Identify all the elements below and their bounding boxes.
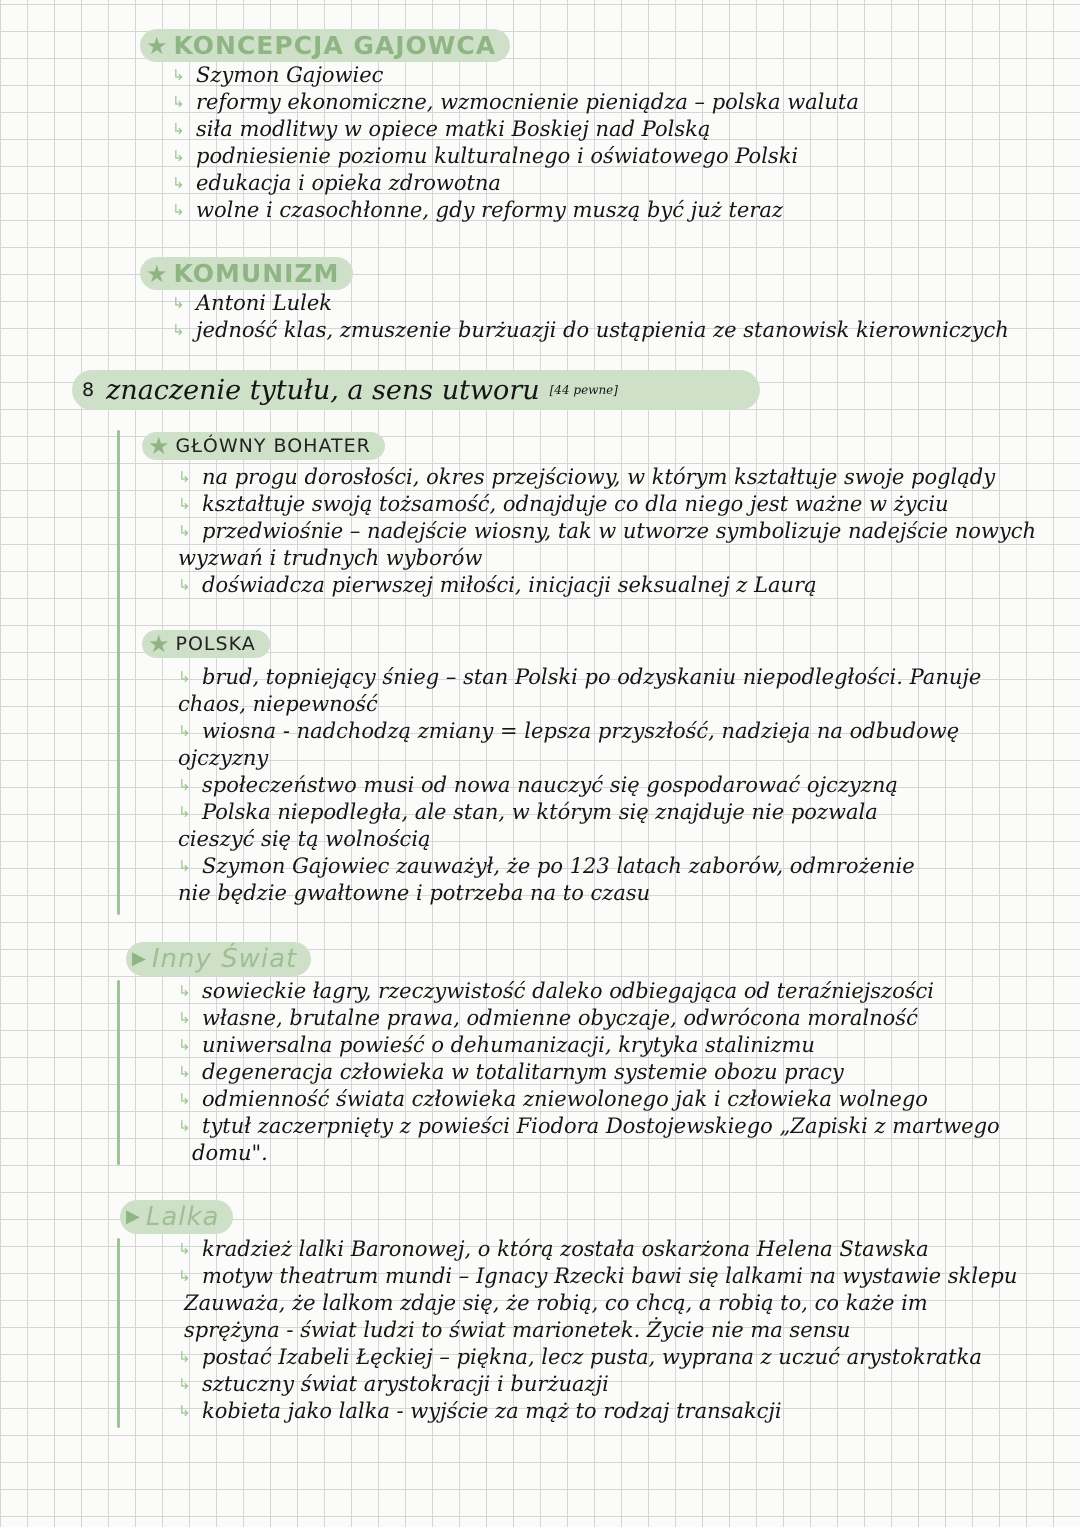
list-bohater: [178, 464, 1036, 599]
list-item-continuation: wyzwań i trudnych wyborów: [178, 546, 483, 570]
arrow-icon: ↳: [178, 1117, 191, 1135]
list-item-continuation: cieszyć się tą wolnością: [178, 827, 431, 851]
arrow-icon: ↳: [172, 294, 185, 312]
arrow-icon: ↳: [178, 857, 191, 875]
list-item: ↳ siła modlitwy w opiece matki Boskiej nad Polską: [172, 117, 711, 141]
section-divider-line: [117, 980, 120, 1165]
star-icon: ★: [146, 31, 168, 60]
list-item: ↳ jedność klas, zmuszenie burżuazji do ustąpienia ze stanowisk kierowniczych: [172, 318, 1009, 342]
heading-inny-swiat: [126, 942, 311, 976]
list-item: ↳ edukacja i opieka zdrowotna: [172, 171, 501, 195]
arrow-icon: ↳: [172, 147, 185, 165]
arrow-icon: ↳: [178, 1090, 191, 1108]
list-item: ↳ Polska niepodległa, ale stan, w którym się znajduje nie pozwala: [178, 800, 878, 824]
list-item: ↳ na progu dorosłości, okres przejściowy, w którym kształtuje swoje poglądy: [178, 465, 996, 489]
list-item: ↳ wolne i czasochłonne, gdy reformy muszą być już teraz: [172, 198, 783, 222]
heading-komunizm: [140, 257, 353, 290]
heading-title: Inny Świat: [151, 944, 298, 974]
arrow-icon: ↳: [178, 1063, 191, 1081]
star-icon: ★: [148, 630, 170, 658]
list-lalka: [178, 1236, 1017, 1425]
list-item: ↳ reformy ekonomiczne, wzmocnienie pieniądza – polska waluta: [172, 90, 859, 114]
arrow-icon: ↳: [178, 1009, 191, 1027]
list-polska: [178, 664, 981, 907]
arrow-icon: ↳: [172, 321, 185, 339]
play-triangle-icon: ▶: [126, 1206, 140, 1227]
arrow-icon: ↳: [178, 668, 191, 686]
list-item: ↳ brud, topniejący śnieg – stan Polski po odzyskaniu niepodległości. Panuje: [178, 665, 982, 689]
heading-title: KONCEPCJA GAJOWCA: [173, 31, 497, 60]
list-item: ↳ postać Izabeli Łęckiej – piękna, lecz pusta, wyprana z uczuć arystokratka: [178, 1345, 982, 1369]
list-item-continuation: ojczyzny: [178, 746, 269, 770]
heading-polska: [142, 630, 270, 658]
heading-koncepcja-gajowca: [140, 29, 510, 62]
list-komunizm: [172, 290, 1009, 344]
list-item: ↳ tytuł zaczerpnięty z powieści Fiodora Dostojewskiego „Zapiski z martwego: [178, 1114, 1000, 1138]
arrow-icon: ↳: [178, 522, 191, 540]
arrow-icon: ↳: [178, 468, 191, 486]
arrow-icon: ↳: [172, 174, 185, 192]
list-item: ↳ kształtuje swoją tożsamość, odnajduje co dla niego jest ważne w życiu: [178, 492, 949, 516]
list-item-continuation: sprężyna - świat ludzi to świat marionetek. Życie nie ma sensu: [184, 1318, 851, 1342]
arrow-icon: ↳: [178, 776, 191, 794]
section-number: 8: [82, 379, 95, 401]
heading-title: GŁÓWNY BOHATER: [175, 435, 371, 457]
list-item: ↳ degeneracja człowieka w totalitarnym systemie obozu pracy: [178, 1060, 844, 1084]
heading-title: Lalka: [145, 1202, 220, 1232]
list-item: ↳ odmienność świata człowieka zniewolonego jak i człowieka wolnego: [178, 1087, 928, 1111]
list-item: ↳ uniwersalna powieść o dehumanizacji, krytyka stalinizmu: [178, 1033, 815, 1057]
list-item: ↳ Szymon Gajowiec zauważył, że po 123 latach zaborów, odmrożenie: [178, 854, 915, 878]
list-item-continuation: nie będzie gwałtowne i potrzeba na to czasu: [178, 881, 651, 905]
main-section-heading: [72, 370, 760, 410]
arrow-icon: ↳: [178, 803, 191, 821]
list-item: ↳ społeczeństwo musi od nowa nauczyć się gospodarować ojczyzną: [178, 773, 898, 797]
play-triangle-icon: ▶: [132, 948, 146, 969]
section-note: [44 pewne]: [549, 383, 618, 397]
star-icon: ★: [148, 432, 170, 460]
arrow-icon: ↳: [178, 982, 191, 1000]
list-item-continuation: Zauważa, że lalkom zdaje się, że robią, co chcą, a robią to, co każe im: [184, 1291, 928, 1315]
list-item-continuation: chaos, niepewność: [178, 692, 378, 716]
arrow-icon: ↳: [178, 722, 191, 740]
arrow-icon: ↳: [178, 1375, 191, 1393]
arrow-icon: ↳: [172, 93, 185, 111]
list-koncepcja: [172, 62, 859, 224]
heading-title: KOMUNIZM: [173, 259, 340, 288]
arrow-icon: ↳: [178, 1240, 191, 1258]
arrow-icon: ↳: [178, 576, 191, 594]
heading-lalka: [120, 1200, 233, 1234]
arrow-icon: ↳: [178, 1267, 191, 1285]
list-inny-swiat: [178, 978, 1000, 1167]
arrow-icon: ↳: [172, 66, 185, 84]
list-item: ↳ sowieckie łagry, rzeczywistość daleko odbiegająca od teraźniejszości: [178, 979, 935, 1003]
list-item: ↳ Antoni Lulek: [172, 291, 333, 315]
list-item: ↳ doświadcza pierwszej miłości, inicjacji seksualnej z Laurą: [178, 573, 817, 597]
arrow-icon: ↳: [172, 201, 185, 219]
section-title: znaczenie tytułu, a sens utworu: [106, 374, 540, 406]
list-item: ↳ Szymon Gajowiec: [172, 63, 384, 87]
list-item: ↳ sztuczny świat arystokracji i burżuazji: [178, 1372, 609, 1396]
list-item: ↳ podniesienie poziomu kulturalnego i oświatowego Polski: [172, 144, 799, 168]
list-item-continuation: domu".: [192, 1141, 268, 1165]
arrow-icon: ↳: [172, 120, 185, 138]
list-item: ↳ własne, brutalne prawa, odmienne obyczaje, odwrócona moralność: [178, 1006, 918, 1030]
list-item: ↳ przedwiośnie – nadejście wiosny, tak w utworze symbolizuje nadejście nowych: [178, 519, 1037, 543]
section-divider-line: [117, 1238, 120, 1428]
arrow-icon: ↳: [178, 495, 191, 513]
list-item: ↳ kradzież lalki Baronowej, o którą została oskarżona Helena Stawska: [178, 1237, 929, 1261]
arrow-icon: ↳: [178, 1036, 191, 1054]
heading-glowny-bohater: [142, 432, 385, 460]
arrow-icon: ↳: [178, 1348, 191, 1366]
heading-title: POLSKA: [175, 633, 256, 655]
list-item: ↳ motyw theatrum mundi – Ignacy Rzecki bawi się lalkami na wystawie sklepu: [178, 1264, 1018, 1288]
list-item: ↳ kobieta jako lalka - wyjście za mąż to rodzaj transakcji: [178, 1399, 782, 1423]
list-item: ↳ wiosna - nadchodzą zmiany = lepsza przyszłość, nadzieja na odbudowę: [178, 719, 960, 743]
star-icon: ★: [146, 259, 168, 288]
section-divider-line: [117, 430, 120, 915]
arrow-icon: ↳: [178, 1402, 191, 1420]
